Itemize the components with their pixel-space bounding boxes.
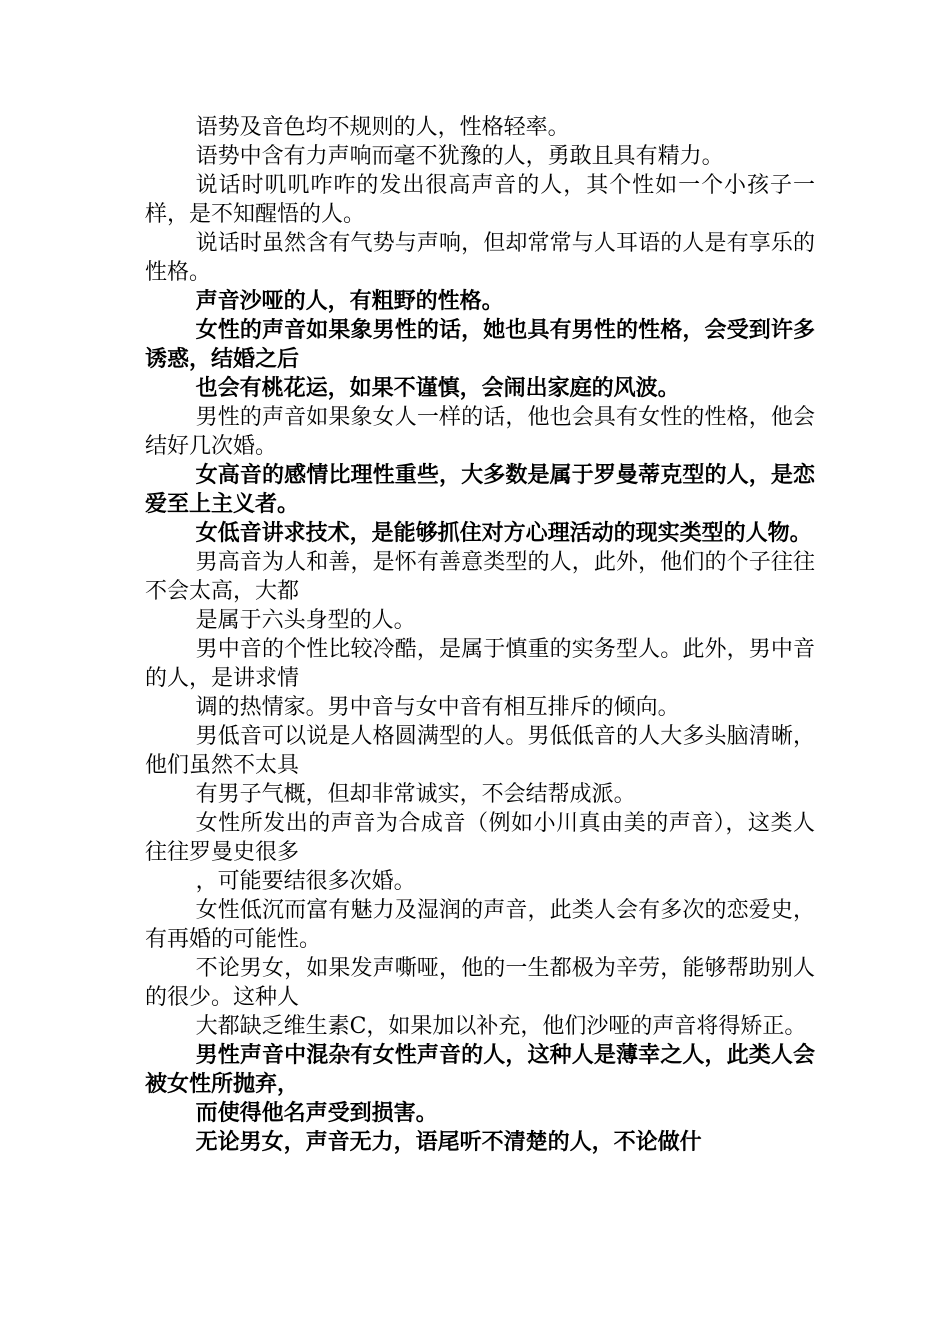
paragraph-bold: 男性声音中混杂有女性声音的人，这种人是薄幸之人，此类人会被女性所抛弃， [145,1043,815,1097]
paragraph-bold: 也会有桃花运，如果不谨慎，会闹出家庭的风波。 [195,376,680,401]
paragraph-bold: 女低音讲求技术，是能够抓住对方心理活动的现实类型的人物。 [195,521,812,546]
paragraph: 男低音可以说是人格圆满型的人。男低低音的人大多头脑清晰，他们虽然不太具 [145,724,815,778]
paragraph: 男性的声音如果象女人一样的话，他也会具有女性的性格，他会结好几次婚。 [145,405,815,459]
paragraph: 不论男女，如果发声嘶哑，他的一生都极为辛劳，能够帮助别人的很少。这种人 [145,956,815,1010]
paragraph: 语势及音色均不规则的人，性格轻率。 [195,115,570,140]
paragraph: 说话时虽然含有气势与声响，但却常常与人耳语的人是有享乐的性格。 [145,231,815,285]
paragraph: 男中音的个性比较冷酷，是属于慎重的实务型人。此外，男中音的人，是讲求情 [145,637,815,691]
paragraph: 女性低沉而富有魅力及湿润的声音，此类人会有多次的恋爱史，有再婚的可能性。 [145,898,815,952]
paragraph-bold: 女性的声音如果象男性的话，她也具有男性的性格，会受到许多诱惑，结婚之后 [145,318,815,372]
paragraph-bold: 无论男女，声音无力，语尾听不清楚的人，不论做什 [195,1130,702,1155]
paragraph: 有男子气概，但却非常诚实，不会结帮成派。 [195,782,636,807]
paragraph-bold: 而使得他名声受到损害。 [195,1101,438,1126]
document-body [145,113,815,1157]
paragraph: 女性所发出的声音为合成音（例如小川真由美的声音），这类人往往罗曼史很多 [145,811,815,865]
paragraph-bold: 女高音的感情比理性重些，大多数是属于罗曼蒂克型的人，是恋爱至上主义者。 [145,463,815,517]
paragraph: ，可能要结很多次婚。 [195,869,416,894]
paragraph: 是属于六头身型的人。 [195,608,416,633]
paragraph: 大都缺乏维生素C，如果加以补充，他们沙哑的声音将得矫正。 [195,1014,807,1039]
paragraph: 调的热情家。男中音与女中音有相互排斥的倾向。 [195,695,680,720]
paragraph: 男高音为人和善，是怀有善意类型的人，此外，他们的个子往往不会太高，大都 [145,550,815,604]
paragraph: 说话时叽叽咋咋的发出很高声音的人，其个性如一个小孩子一样，是不知醒悟的人。 [145,173,815,227]
paragraph-bold: 声音沙哑的人，有粗野的性格。 [195,289,504,314]
paragraph: 语势中含有力声响而毫不犹豫的人，勇敢且具有精力。 [195,144,724,169]
